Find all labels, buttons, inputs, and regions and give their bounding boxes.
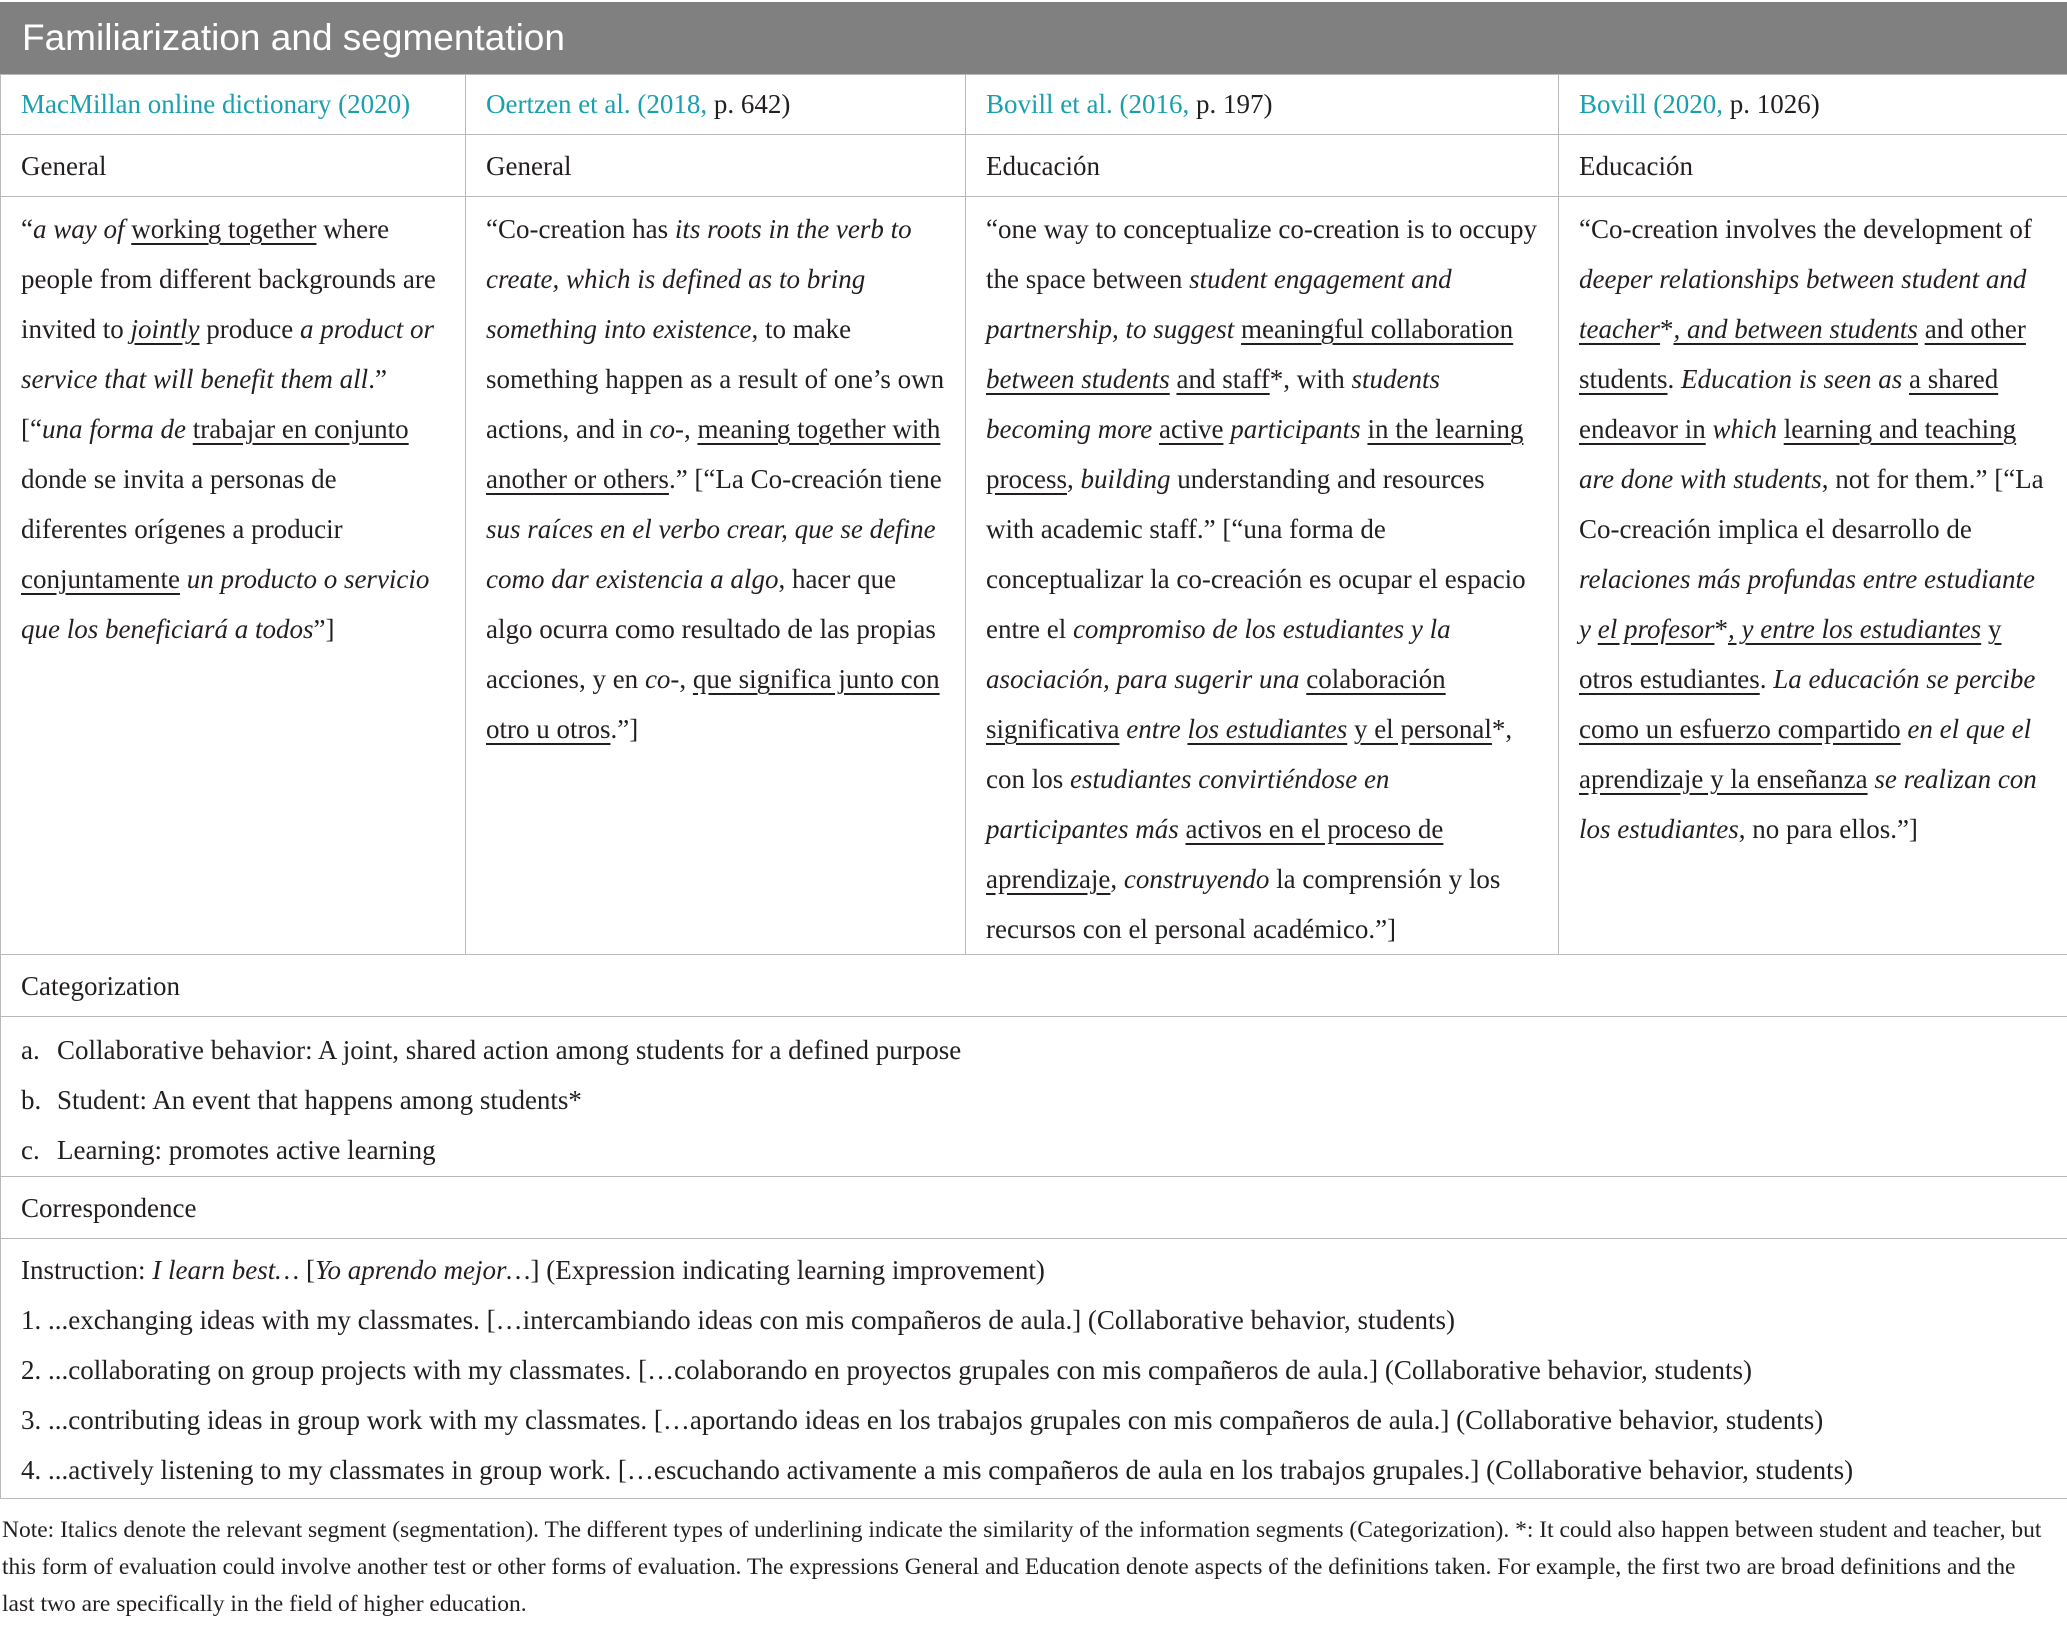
- quote-segment: meaning together with another or others: [486, 414, 941, 494]
- quote-text: , not for them.” [“La Co-creación implica el desarrollo de: [1579, 464, 2044, 544]
- category-cell: Educación: [1559, 135, 2067, 197]
- quote-text: where people from different backgrounds are invited to: [21, 214, 436, 344]
- quote-segment: un producto o servicio que los beneficiará a todos: [21, 564, 430, 644]
- citation-link[interactable]: MacMillan online dictionary (2020): [21, 89, 411, 119]
- definitions-table: [0, 74, 2067, 1499]
- list-item-text: Learning: promotes active learning: [57, 1135, 436, 1165]
- quote-text: [1918, 314, 1925, 344]
- quote-segment: colaboración significativa: [986, 664, 1446, 744]
- quote-segment: trabajar en conjunto: [192, 414, 409, 444]
- quote-text: .: [1759, 664, 1774, 694]
- table-title: Familiarization and segmentation: [22, 17, 565, 58]
- quote-segment: meaningful collaboration: [1241, 314, 1514, 344]
- quote-text: *, with: [1269, 364, 1352, 394]
- source-cell-2: [466, 75, 966, 135]
- quote-segment: co-: [649, 414, 684, 444]
- quote-segment: activos en el proceso de aprendizaje: [986, 814, 1444, 894]
- list-item: 1. ...exchanging ideas with my classmates. […intercambiando ideas con mis compañeros de aula.] (Collaborative behavior, students): [21, 1305, 1456, 1335]
- quote-segment: its roots in the verb to create, which is defined as to bring something into existence: [486, 214, 912, 344]
- list-item: [21, 1025, 2047, 1075]
- quote-segment: participants: [1230, 414, 1361, 444]
- quote-cell-3: [966, 197, 1559, 955]
- source-cell-1: [1, 75, 466, 135]
- quote-text: ,: [1066, 464, 1081, 494]
- quote-segment: a shared endeavor in: [1579, 364, 1999, 444]
- quote-segment: entre: [1126, 714, 1181, 744]
- source-cell-3: [966, 75, 1559, 135]
- quote-segment: La educación se percibe: [1773, 664, 2036, 694]
- quote-segment: building: [1080, 464, 1171, 494]
- quote-text: la comprensión y los recursos con el personal académico.”]: [986, 864, 1501, 944]
- categorization-heading-row: [1, 955, 2067, 1017]
- category-row: [1, 135, 2067, 197]
- quote-segment: deeper relationships between student and: [1579, 264, 2027, 294]
- quote-segment: y otros estudiantes: [1579, 614, 2002, 694]
- list-item-label: a.: [21, 1035, 40, 1065]
- quote-text: .” [“: [21, 364, 387, 444]
- category-cell: General: [466, 135, 966, 197]
- quote-segment: construyendo: [1123, 864, 1270, 894]
- quote-segment: , and between students: [1673, 314, 1918, 344]
- quote-segment: Education is seen as: [1681, 364, 1903, 394]
- sources-row: [1, 75, 2067, 135]
- quote-cell-2: [466, 197, 966, 955]
- quote-segment: co-: [644, 664, 680, 694]
- quote-text: “Co-creation has: [486, 214, 675, 244]
- list-item: 4. ...actively listening to my classmates in group work. […escuchando activamente a mis compañeros de aula en los trabajos grupales.] (Collaborative behavior, students): [21, 1455, 1854, 1485]
- quote-text: [1347, 714, 1354, 744]
- quote-text: *: [1659, 314, 1674, 344]
- quote-segment: como un esfuerzo compartido: [1579, 714, 1901, 744]
- quote-text: donde se invita a personas de diferentes orígenes a producir: [21, 464, 343, 544]
- quote-segment: which: [1712, 414, 1777, 444]
- quote-text: “: [21, 214, 33, 244]
- quote-text: .”]: [610, 714, 639, 744]
- quote-text: produce: [199, 314, 300, 344]
- quote-segment: se realizan con los estudiantes: [1579, 764, 2037, 844]
- list-item: [21, 1125, 2047, 1175]
- quote-text: ,: [1110, 864, 1124, 894]
- quote-segment: a way of: [32, 214, 125, 244]
- quote-text: [1981, 614, 1988, 644]
- quote-text: , to make something happen as a result of one’s own actions, and in: [486, 314, 945, 444]
- quote-text: , no para ellos.”]: [1738, 814, 1918, 844]
- citation-link[interactable]: Bovill et al. (2016,: [986, 89, 1190, 119]
- instruction-suffix: ] (Expression indicating learning improvement): [530, 1255, 1045, 1285]
- quote-text: [1234, 314, 1241, 344]
- citation-link[interactable]: Bovill (2020,: [1579, 89, 1724, 119]
- quote-segment: are done with students: [1579, 464, 1822, 494]
- correspondence-list: [1, 1239, 2067, 1499]
- quote-segment: and staff: [1176, 364, 1270, 394]
- quote-segment: active: [1158, 414, 1224, 444]
- citation-link[interactable]: Oertzen et al. (2018,: [486, 89, 708, 119]
- quote-segment: learning and teaching: [1783, 414, 2017, 444]
- quote-cell-4: [1559, 197, 2067, 955]
- quote-segment: que significa junto con otro u otros: [486, 664, 940, 744]
- quote-segment: in the learning process: [986, 414, 1524, 494]
- quote-text: [1777, 414, 1784, 444]
- quote-text: , hacer que algo ocurra como resultado de las propias acciones, y en: [486, 564, 936, 694]
- citation-page: p. 197): [1189, 89, 1273, 119]
- quote-segment: una forma de: [41, 414, 186, 444]
- correspondence-heading-row: [1, 1177, 2067, 1239]
- instruction-spanish: Yo aprendo mejor…: [314, 1255, 531, 1285]
- list-item-label: c.: [21, 1135, 40, 1165]
- list-item: 2. ...collaborating on group projects with my classmates. […colaborando en proyectos grupales con mis compañeros de aula.] (Collaborative behavior, students): [21, 1355, 1752, 1385]
- quote-text: ,: [679, 664, 693, 694]
- quotes-row: [1, 197, 2067, 955]
- quote-segment: relaciones más profundas entre estudiante y: [1579, 564, 2035, 644]
- categorization-list-row: [1, 1017, 2067, 1177]
- quote-text: [186, 414, 193, 444]
- quote-segment: compromiso de los estudiantes y la asociación, para sugerir una: [986, 614, 1451, 694]
- quote-cell-1: [1, 197, 466, 955]
- instruction-prefix: Instruction:: [21, 1255, 153, 1285]
- category-cell: General: [1, 135, 466, 197]
- quote-text: [1179, 814, 1186, 844]
- correspondence-heading: Correspondence: [1, 1177, 2067, 1239]
- quote-segment: jointly: [130, 314, 200, 344]
- list-item: [21, 1075, 2047, 1125]
- list-item-text: Student: An event that happens among students*: [57, 1085, 582, 1115]
- quote-segment: sus raíces en el verbo crear, que se define como dar existencia a algo: [486, 514, 936, 594]
- categorization-list: [1, 1017, 2067, 1177]
- quote-text: ”]: [313, 614, 335, 644]
- quote-text: [180, 564, 187, 594]
- source-cell-4: [1559, 75, 2067, 135]
- quote-segment: y el personal: [1353, 714, 1492, 744]
- list-item-text: Collaborative behavior: A joint, shared action among students for a defined purpose: [57, 1035, 962, 1065]
- categorization-heading: Categorization: [1, 955, 2067, 1017]
- quote-text: [1591, 614, 1598, 644]
- quote-segment: aprendizaje y la enseñanza: [1579, 764, 1868, 794]
- quote-segment: el profesor: [1597, 614, 1715, 644]
- quote-text: [1902, 364, 1909, 394]
- quote-segment: , y entre los estudiantes: [1727, 614, 1982, 644]
- quote-text: .” [“La Co-creación tiene: [668, 464, 942, 494]
- quote-segment: working together: [131, 214, 317, 244]
- quote-segment: a product or service that will benefit them all: [21, 314, 434, 394]
- instruction-text: [: [299, 1255, 315, 1285]
- quote-segment: conjuntamente: [21, 564, 180, 594]
- quote-text: “Co-creation involves the development of: [1579, 214, 2032, 244]
- quote-text: “one way to conceptualize co-creation is to occupy the space between: [986, 214, 1538, 294]
- quote-text: *, con los: [986, 714, 1513, 794]
- citation-page: p. 642): [707, 89, 791, 119]
- instruction-english: I learn best…: [152, 1255, 300, 1285]
- table-title-bar: [0, 2, 2067, 74]
- quote-segment: between students: [986, 364, 1170, 394]
- quote-text: .: [1667, 364, 1682, 394]
- quote-segment: student engagement and partnership, to suggest: [986, 264, 1452, 344]
- instruction-line: [21, 1245, 2047, 1295]
- quote-text: ,: [683, 414, 698, 444]
- list-item: 3. ...contributing ideas in group work with my classmates. […aportando ideas en los trabajos grupales con mis compañeros de aula.] (Collaborative behavior, students): [21, 1405, 1824, 1435]
- correspondence-list-row: [1, 1239, 2067, 1499]
- quote-segment: estudiantes convirtiéndose en participantes más: [986, 764, 1390, 844]
- quote-text: [1152, 414, 1159, 444]
- citation-page: p. 1026): [1723, 89, 1820, 119]
- quote-segment: students becoming more: [986, 364, 1440, 444]
- quote-text: understanding and resources with academic staff.” [“una forma de conceptualizar la co-creación es ocupar el espacio entre el: [986, 464, 1526, 644]
- list-item-label: b.: [21, 1085, 42, 1115]
- quote-segment: and other students: [1579, 314, 2026, 394]
- quote-text: *: [1714, 614, 1728, 644]
- table-note: Note: Italics denote the relevant segment (segmentation). The different types of underlining indicate the similarity of the information segments (Categorization). *: It could also happen between student and teacher, but this form of evaluation could involve another test or other forms of evaluation. The expressions General and Education denote aspects of the definitions taken. For example, the first two are broad definitions and the last two are specifically in the field of higher education.: [2, 1517, 2042, 1617]
- quote-segment: los estudiantes: [1187, 714, 1348, 744]
- quote-segment: teacher: [1579, 314, 1660, 344]
- quote-segment: en el que el: [1907, 714, 2032, 744]
- category-cell: Educación: [966, 135, 1559, 197]
